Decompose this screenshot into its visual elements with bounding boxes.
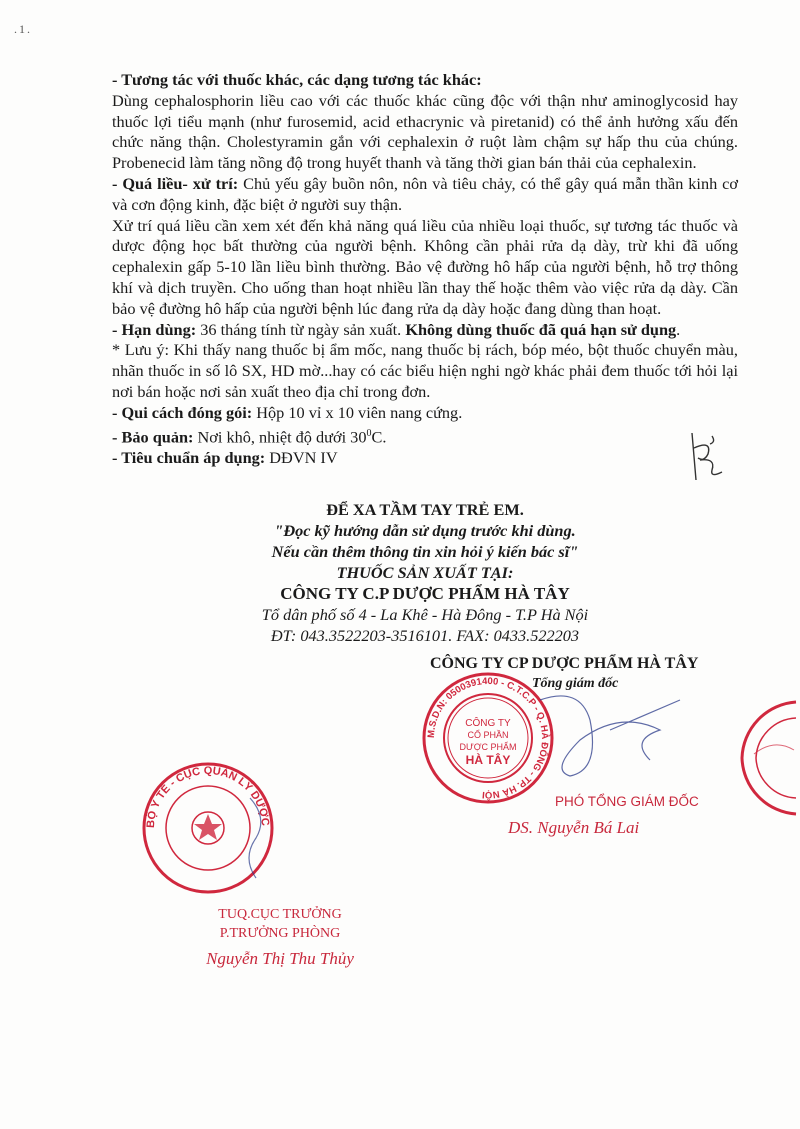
read-instructions-text: "Đọc kỹ hướng dẫn sử dụng trước khi dùng. [274,521,576,540]
expiry-paragraph [112,320,738,341]
partial-stamp-right [734,698,800,818]
director-signer: DS. Nguyễn Bá Lai [508,818,640,837]
packaging-text: Hộp 10 vỉ x 10 viên nang cứng. [252,402,463,422]
initial-mark [682,428,732,488]
stamp-line-4: HÀ TÂY [465,753,511,767]
interactions-heading: - Tương tác với thuốc khác, các dạng tương tác khác: [112,70,482,89]
overdose-text: Chủ yếu gây buồn nôn, nôn và tiêu chảy, có thể gây quá mẫn thần kinh cơ và cơn động kinh, đặc biệt ở người suy thận. [112,173,738,214]
ask-doctor-text: Nếu cần thêm thông tin xin hỏi ý kiến bác sĩ" [271,542,579,561]
left-title-2: P.TRƯỞNG PHÒNG [219,926,341,941]
company-stamp-ring: M.S.D.N: 0500391400 - C.T.C.P - Q. HÀ ĐÔNG - TP. HÀ NỘI [425,675,551,801]
packaging-paragraph [112,403,738,424]
overdose-heading: - Quá liều- xử trí: [112,173,239,193]
footer-block [112,499,738,646]
storage-unit: C. [371,426,387,446]
overdose-treatment-text: Xử trí quá liều cần xem xét đến khả năng quá liều của nhiều loại thuốc, sự tương tác thuốc và dược động học bất thường của người bệnh. Không cần phải rửa dạ dày, trừ khi đã uống cephalexin gấp 5-10 lần liều bình thường. Bảo vệ đường hô hấp của người bệnh, hỗ trợ thông khí và dịch truyền. Cho uống than hoạt nhiều lần thay thế hoặc thêm vào việc rửa dạ dày. Cần bảo vệ đường hô hấp của người bệnh lúc đang rửa dạ dày hoặc đang dùng than hoạt. [112,215,738,318]
deputy-title: PHÓ TỔNG GIÁM ĐỐC [555,794,699,809]
expiry-end: . [676,319,681,339]
storage-heading: - Bảo quản: [112,426,194,446]
stamp-line-3: DƯỢC PHẨM [459,742,517,752]
note-text: * Lưu ý: Khi thấy nang thuốc bị ẩm mốc, nang thuốc bị rách, bóp méo, bột thuốc chuyển màu, nhãn thuốc in số lô SX, HD mờ...hay có các biểu hiện nghi ngờ khác phải đem thuốc tới hỏi lại nơi bán hoặc nơi sản xuất theo địa chỉ trong đơn. [112,340,738,401]
storage-degree: 0 [366,427,372,439]
storage-paragraph [112,424,738,448]
signature-title: Tổng giám đốc [532,676,619,691]
page-mark: .1. [14,22,32,36]
expiry-text: 36 tháng tính từ ngày sản xuất. [196,319,406,339]
company-name: CÔNG TY C.P DƯỢC PHẨM HÀ TÂY [280,584,570,603]
expiry-warning: Không dùng thuốc đã quá hạn sử dụng [405,319,677,339]
overdose-paragraph [112,174,738,216]
stamp-line-2: CỔ PHẦN [467,730,509,740]
keep-away-text: ĐỂ XA TẦM TAY TRẺ EM. [326,500,524,519]
expiry-heading: - Hạn dùng: [112,319,197,339]
standard-heading: - Tiêu chuẩn áp dụng: [112,447,266,467]
left-title-1: TUQ.CỤC TRƯỞNG [218,907,342,922]
storage-text: Nơi khô, nhiệt độ dưới 30 [193,426,367,446]
ministry-stamp [138,758,278,898]
signature-company: CÔNG TY CP DƯỢC PHẨM HÀ TÂY [430,655,699,672]
interactions-text: Dùng cephalosphorin liều cao với các thuốc khác cũng độc với thận như aminoglycosid hay thuốc lợi tiểu mạnh (như furosemid, acid ethacrynic và piretanid) có thể ảnh hưởng xấu đến chức năng thận. Cholestyramin gắn với cephalexin ở ruột làm chậm sự hấp thu của chúng. Probenecid làm tăng nồng độ trong huyết thanh và tăng thời gian bán thải của cephalexin. [112,90,738,173]
stamp-line-1: CÔNG TY [465,718,511,729]
standard-paragraph [112,448,738,469]
director-signature-scribble [520,680,700,800]
company-address: Tổ dân phố số 4 - La Khê - Hà Đông - T.P Hà Nội [261,605,589,624]
left-signer: Nguyễn Thị Thu Thủy [206,949,354,968]
standard-text: DĐVN IV [265,447,338,467]
packaging-heading: - Qui cách đóng gói: [112,402,253,422]
signature-left-block [170,905,390,968]
company-phone: ĐT: 043.3522203-3516101. FAX: 0433.522203 [270,626,580,645]
ministry-stamp-ring: BỘ Y TẾ - CỤC QUẢN LÝ DƯỢC [144,764,272,829]
document-body [112,70,738,469]
made-at-text: THUỐC SẢN XUẤT TẠI: [336,563,514,582]
